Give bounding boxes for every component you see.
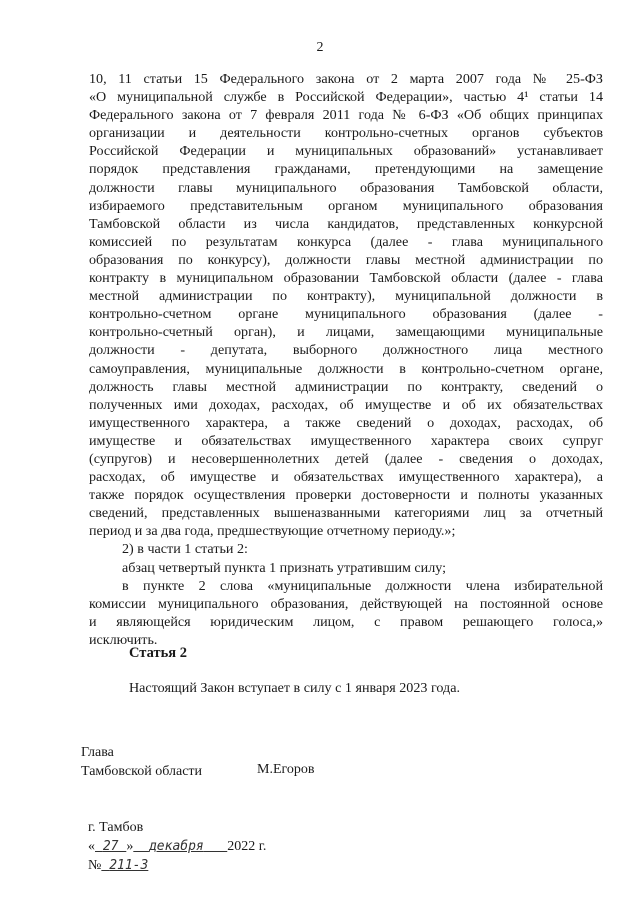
page-number: 2 <box>316 40 324 55</box>
number-sign: № <box>88 858 102 873</box>
body-line: 10, 11 статьи 15 Федерального закона от 2 марта 2007 года № 25-ФЗ <box>89 71 603 87</box>
body-line: контрольно-счетном органе муниципального образования (далее - <box>89 306 603 323</box>
body-line: «О муниципальной службе в Российской Федерации», частью 4¹ статьи 14 <box>89 89 603 106</box>
body-line: Российской Федерации и муниципальных образований» устанавливает <box>89 143 603 160</box>
body-line: избираемого представительным органом муниципального образования <box>89 197 603 214</box>
place-date-number <box>88 818 266 875</box>
body-line: полученных ими доходах, расходах, об имуществе и об их обязательствах <box>89 396 603 413</box>
body-line: сведений, представленных вышеназванными категориями лиц за отчетный <box>89 505 603 522</box>
body-line: контрольно-счетный орган), и лицами, замещающими муниципальные <box>89 324 603 341</box>
body-line: расходах, об имуществе и обязательствах имущественного характера), а <box>89 469 603 486</box>
amendment-clause-line: комиссии муниципального образования, действующей на постоянной основе <box>89 595 603 612</box>
date-quote-close: » <box>126 839 134 854</box>
amendment-clause-line: исключить. <box>89 631 158 648</box>
date-month-value: декабря <box>148 839 204 854</box>
amendment-clause-line: и являющейся юридическим лицом, с правом решающего голоса,» <box>89 613 603 630</box>
signatory-title-line: Тамбовской области <box>81 764 203 779</box>
body-line: порядок представления гражданами, претендующими на замещение <box>89 161 603 178</box>
city: г. Тамбов <box>88 820 144 835</box>
article-heading: Статья 2 <box>129 645 187 661</box>
law-body-text <box>89 70 603 649</box>
date-line <box>88 837 266 856</box>
law-number-value: 211-З <box>109 858 149 873</box>
body-line: местной администрации по контракту), муниципальной должности в <box>89 288 603 305</box>
body-line: самоуправления, муниципальные должности в контрольно-счетном органе, <box>89 360 603 377</box>
date-year: 2022 г. <box>227 839 267 854</box>
body-line: должности - депутата, выборного должностного лица местного <box>89 342 603 359</box>
amendment-item-2: 2) в части 1 статьи 2: <box>122 541 248 558</box>
body-line: контракту в муниципальном образовании Тамбовской области (далее - глава <box>89 270 603 287</box>
law-number <box>101 858 148 873</box>
body-line: имущественного характера, а также сведений о доходах, расходах, об <box>89 414 603 431</box>
law-number-line <box>88 856 266 875</box>
body-line: период и за два года, предшествующие отчетному периоду.»; <box>89 523 456 540</box>
body-line: комиссией по результатам конкурса (далее - глава муниципального <box>89 233 603 250</box>
body-line: Тамбовской области из числа кандидатов, представленных конкурсной <box>89 215 603 232</box>
signatory-title-line: Глава <box>81 745 114 760</box>
body-line: (супругов) и несовершеннолетних детей (далее - сведения о доходах, <box>89 450 603 467</box>
body-line: также порядок осуществления проверки достоверности и полноты указанных <box>89 487 603 504</box>
date-month <box>133 839 227 854</box>
effective-date-text: Настоящий Закон вступает в силу с 1 января 2023 года. <box>129 680 460 696</box>
amendment-clause-line: в пункте 2 слова «муниципальные должности члена избирательной <box>122 577 603 594</box>
date-day-value: 27 <box>102 839 119 854</box>
body-line: должность главы местной администрации по контракту, сведений о <box>89 378 603 395</box>
date-quote-open: « <box>88 839 95 854</box>
body-line: образования по конкурсу), должности главы местной администрации по <box>89 251 603 268</box>
body-line: имуществе и обязательствах имущественного характера своих супруг <box>89 432 603 449</box>
signatory-title <box>81 743 202 781</box>
date-day <box>95 839 126 854</box>
body-line: Федерального закона от 7 февраля 2011 года № 6-ФЗ «Об общих принципах <box>89 107 603 124</box>
signatory-name: М.Егоров <box>257 762 315 777</box>
body-line: организации и деятельности контрольно-счетных органов субъектов <box>89 125 603 142</box>
amendment-abzac: абзац четвертый пункта 1 признать утратившим силу; <box>122 559 447 576</box>
body-line: должности главы муниципального образования Тамбовской области, <box>89 179 603 196</box>
